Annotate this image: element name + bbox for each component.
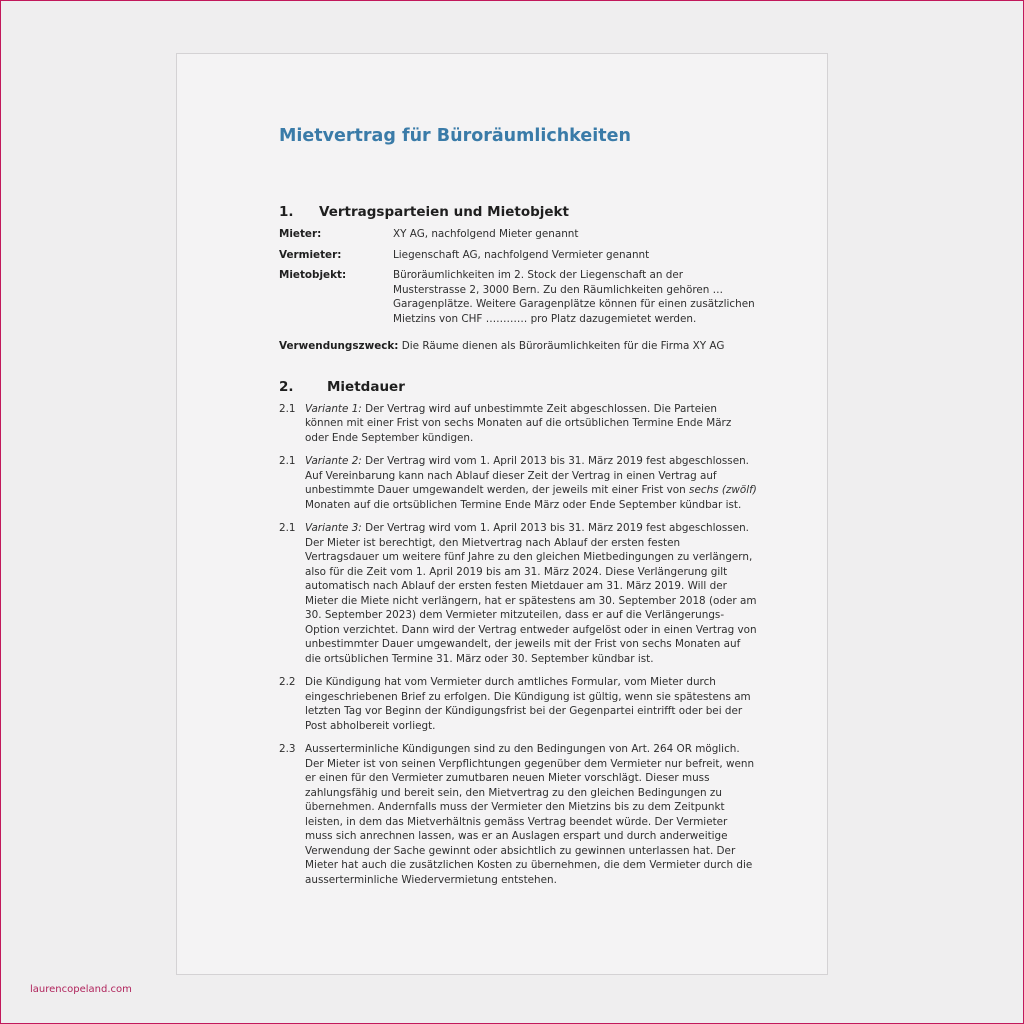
party-row-mietobjekt [279,268,757,326]
clause-text [305,402,757,446]
section-number: 1. [279,204,294,220]
clause-text [305,454,757,512]
document-title: Mietvertrag für Büroräumlichkeiten [279,126,631,146]
clause-body-end: Monaten auf die ortsüblichen Termine Ende März oder Ende September kündbar ist. [305,498,742,511]
party-row-mieter [279,227,757,242]
clause-extraordinary-termination [279,742,757,887]
clause-body: Ausserterminliche Kündigungen sind zu den Bedingungen von Art. 264 OR möglich. Der Mieter ist von seinen Verpflichtungen gegenüber dem Vermieter nur befreit, wenn er einen für den Vermieter zumutbaren neuen Mieter vorschlägt. Dieser muss zahlungsfähig und bereit sein, den Mietvertrag zu den gleichen Bedingungen zu übernehmen. Andernfalls muss der Vermieter den Mietzins bis zu dem Zeitpunkt leisten, in dem das Mietverhältnis gemäss Vertrag beendet würde. Der Vermieter muss sich anrechnen lassen, was er an Auslagen erspart und durch anderweitige Verwendung der Sache gewinnt oder absichtlich zu gewinnen unterlassen hat. Der Mieter hat auch die zusätzlichen Kosten zu übernehmen, die dem Vermieter durch die ausserterminliche Wiedervermietung entstehen. [305,743,755,886]
variant-label: Variante 1: [305,402,362,415]
section-heading-parties [279,203,757,221]
document-content [279,124,757,887]
clause-body: Der Vertrag wird vom 1. April 2013 bis 31. März 2019 fest abgeschlossen. Auf Vereinbarung kann nach Ablauf dieser Zeit der Vertrag in einen Vertrag auf unbestimmte Dauer umgewandelt werden, der jeweils mit einer Frist von [305,455,749,496]
clause-text [305,521,757,666]
clause-variant-2 [279,454,757,512]
clause-body: Die Kündigung hat vom Vermieter durch amtliches Formular, vom Mieter durch eingeschriebenen Brief zu erfolgen. Die Kündigung ist gültig, wenn sie spätestens am letzten Tag vor Beginn der Kündigungsfrist bei der Gegenpartei eintrifft oder bei der Post abholbereit vorliegt. [305,676,751,732]
purpose-value: Die Räume dienen als Büroräumlichkeiten für die Firma XY AG [401,340,725,352]
section-number: 2. [279,378,294,395]
clause-variant-3 [279,521,757,666]
document-page [176,53,828,975]
purpose-label: Verwendungszweck: [279,340,399,352]
party-label: Vermieter: [279,248,342,261]
party-value: Liegenschaft AG, nachfolgend Vermieter genannt [393,248,650,261]
clause-body: Der Vertrag wird vom 1. April 2013 bis 31. März 2019 fest abgeschlossen. Der Mieter ist berechtigt, den Mietvertrag nach Ablauf der ersten festen Vertragsdauer um weitere fünf Jahre zu den gleichen Mietbedingungen zu verlängern, also für die Zeit vom 1. April 2019 bis am 31. März 2024. Diese Verlängerung gilt automatisch nach Ablauf der ersten festen Mietdauer am 31. März 2019. Will der Mieter die Miete nicht verlängern, hat er spätestens am 30. September 2018 (oder am 30. September 2023) dem Vermieter mitzuteilen, dass er auf die Verlängerungs-Option verzichtet. Dann wird der Vertrag entweder aufgelöst oder in einen Vertrag von unbestimmter Dauer umgewandelt, der jeweils mit der Frist von sechs Monaten auf die ortsüblichen Termine 31. März oder 30. September kündbar ist. [305,522,757,665]
clause-body: Der Vertrag wird auf unbestimmte Zeit abgeschlossen. Die Parteien können mit einer Frist von sechs Monaten auf die ortsüblichen Termine Ende März oder Ende September kündigen. [305,402,732,444]
clause-number: 2.2 [279,676,296,688]
clause-number: 2.1 [279,455,296,467]
clause-number: 2.3 [279,743,296,755]
section-title: Mietdauer [327,378,405,395]
variant-label: Variante 2: [305,455,362,467]
clause-number: 2.1 [279,402,296,415]
clause-number: 2.1 [279,522,296,534]
clause-italic: sechs (zwölf) [689,484,757,496]
party-row-vermieter [279,248,757,263]
section-heading-duration [279,378,757,396]
party-label: Mieter: [279,228,322,240]
party-value: Büroräumlichkeiten im 2. Stock der Liegenschaft an der Musterstrasse 2, 3000 Bern. Zu den Räumlichkeiten gehören … Garagenplätze. Weitere Garagenplätze können für einen zusätzlichen Mietzins von CHF ………… pro Platz dazugemietet werden. [393,269,755,325]
party-value: XY AG, nachfolgend Mieter genannt [393,228,579,240]
watermark-text: laurencopeland.com [30,984,132,995]
section-title: Vertragsparteien und Mietobjekt [319,204,569,220]
purpose-row [279,339,757,354]
variant-label: Variante 3: [305,522,362,534]
clause-termination [279,675,757,733]
clause-variant-1 [279,402,757,446]
party-label: Mietobjekt: [279,269,347,281]
